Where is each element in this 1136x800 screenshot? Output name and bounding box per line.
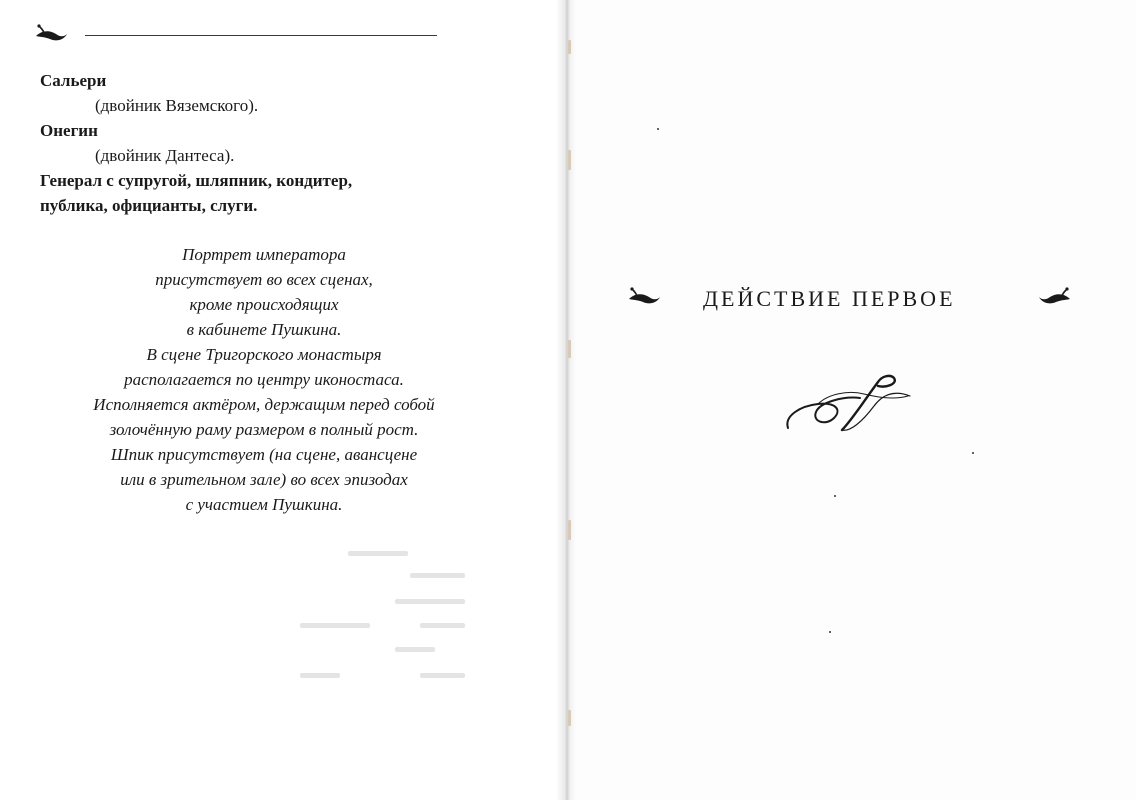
leaf-ornament-right-icon — [1038, 285, 1072, 307]
stage-note-line: Исполняется актёром, держащим перед собой — [93, 395, 435, 414]
stage-note-line: золочённую раму размером в полный рост. — [109, 420, 419, 439]
header-rule — [85, 35, 437, 36]
leaf-ornament-left-icon — [627, 285, 661, 307]
cast-note-onegin: (двойник Дантеса). — [95, 146, 235, 165]
dust-speck — [829, 631, 831, 633]
calligraphic-flourish-icon — [782, 372, 914, 436]
dust-speck — [972, 452, 974, 454]
left-page — [0, 0, 566, 800]
stage-note-line: Шпик присутствует (на сцене, авансцене — [110, 445, 418, 464]
show-through-shadow — [300, 545, 470, 685]
stage-direction-note — [0, 242, 528, 517]
stage-note-line: в кабинете Пушкина. — [186, 320, 342, 339]
cast-extras-line-2: публика, официанты, слуги. — [40, 196, 258, 215]
cast-extras-line-1: Генерал с супругой, шляпник, кондитер, — [40, 171, 353, 190]
leaf-ornament-icon — [34, 22, 68, 44]
act-title: ДЕЙСТВИЕ ПЕРВОЕ — [703, 286, 956, 311]
cast-note-salieri: (двойник Вяземского). — [95, 96, 259, 115]
binding-stitch — [568, 340, 571, 358]
binding-stitch — [568, 520, 571, 540]
stage-note-line: кроме происходящих — [189, 295, 339, 314]
cast-name-onegin: Онегин — [40, 121, 98, 140]
stage-note-line: располагается по центру иконостаса. — [124, 370, 404, 389]
stage-note-line: с участием Пушкина. — [185, 495, 343, 514]
stage-note-line: присутствует во всех сценах, — [155, 270, 373, 289]
dust-speck — [834, 495, 836, 497]
stage-note-line: В сцене Тригорского монастыря — [146, 345, 382, 364]
stage-note-line: или в зрительном зале) во всех эпизодах — [120, 470, 408, 489]
dust-speck — [657, 128, 659, 130]
book-gutter — [556, 0, 576, 800]
cast-list — [40, 68, 540, 218]
stage-note-line: Портрет императора — [182, 245, 346, 264]
binding-stitch — [568, 710, 571, 726]
binding-stitch — [568, 40, 571, 54]
binding-stitch — [568, 150, 571, 170]
cast-name-salieri: Сальери — [40, 71, 107, 90]
